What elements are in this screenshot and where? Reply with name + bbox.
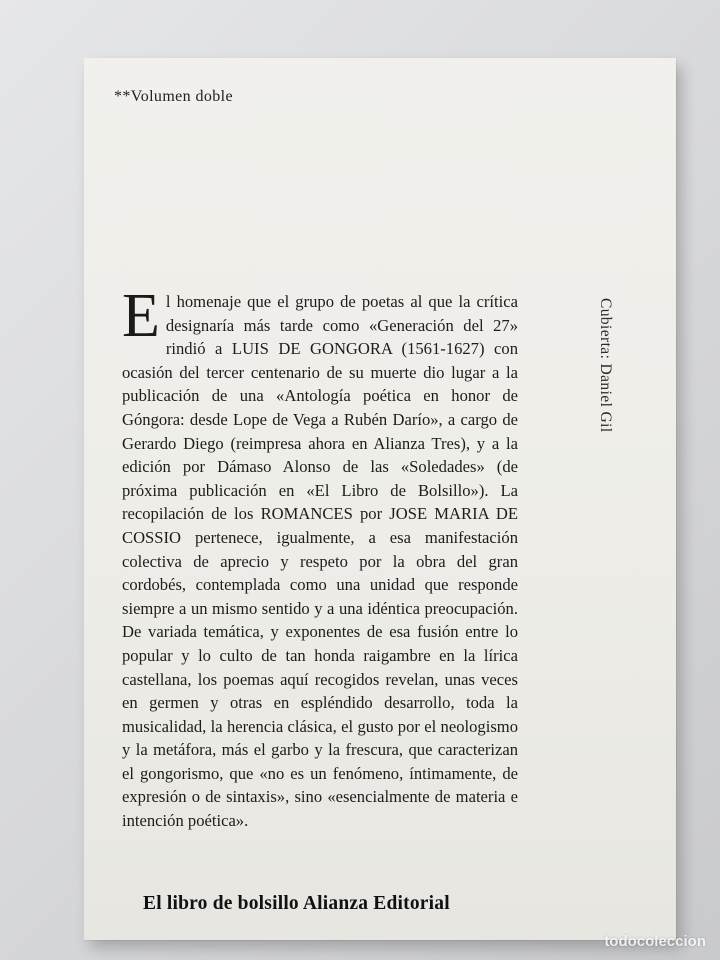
blurb-body: l homenaje que el grupo de poetas al que la crítica designaría más tarde como «Generación del 27» rindió a LUIS DE GONGORA (1561-1627) con ocasión del tercer centenario de su muerte dio lugar a la publicación de una «Antología poética en honor de Góngora: desde Lope de Vega a Rubén Darío», a cargo de Gerardo Diego (reimpresa ahora en Alianza Tres), y a la edición por Dámaso Alonso de las «Soledades» (de próxima publicación en «El Libro de Bolsillo»). La recopilación de los ROMANCES por JOSE MARIA DE COSSIO pertenece, igualmente, a esa manifestación colectiva de aprecio y respeto por la obra del gran cordobés, contemplada como una unidad que responde siempre a un mismo sentido y a una idéntica preocupación. De variada temática, y exponentes de esa fusión entre lo popular y lo culto de tan honda raigambre en la lírica castellana, los poemas aquí recogidos revelan, unas veces en germen y otras en espléndido desarrollo, toda la musicalidad, la herencia clásica, el gusto por el neologismo y la metáfora, más el garbo y la frescura, que caracterizan el gongorismo, que «no es un fenómeno, íntimamente, de expresión o de sintaxis», sino «esencialmente de materia e intención poética».	[122, 292, 518, 831]
watermark: todocoleccion	[604, 933, 706, 950]
volume-tag: **Volumen doble	[114, 88, 234, 105]
drop-cap: E	[122, 282, 160, 350]
publisher-footer: El libro de bolsillo Alianza Editorial	[143, 893, 450, 914]
blurb-text	[122, 282, 518, 833]
cover-credit: Cubierta: Daniel Gil	[597, 298, 614, 433]
